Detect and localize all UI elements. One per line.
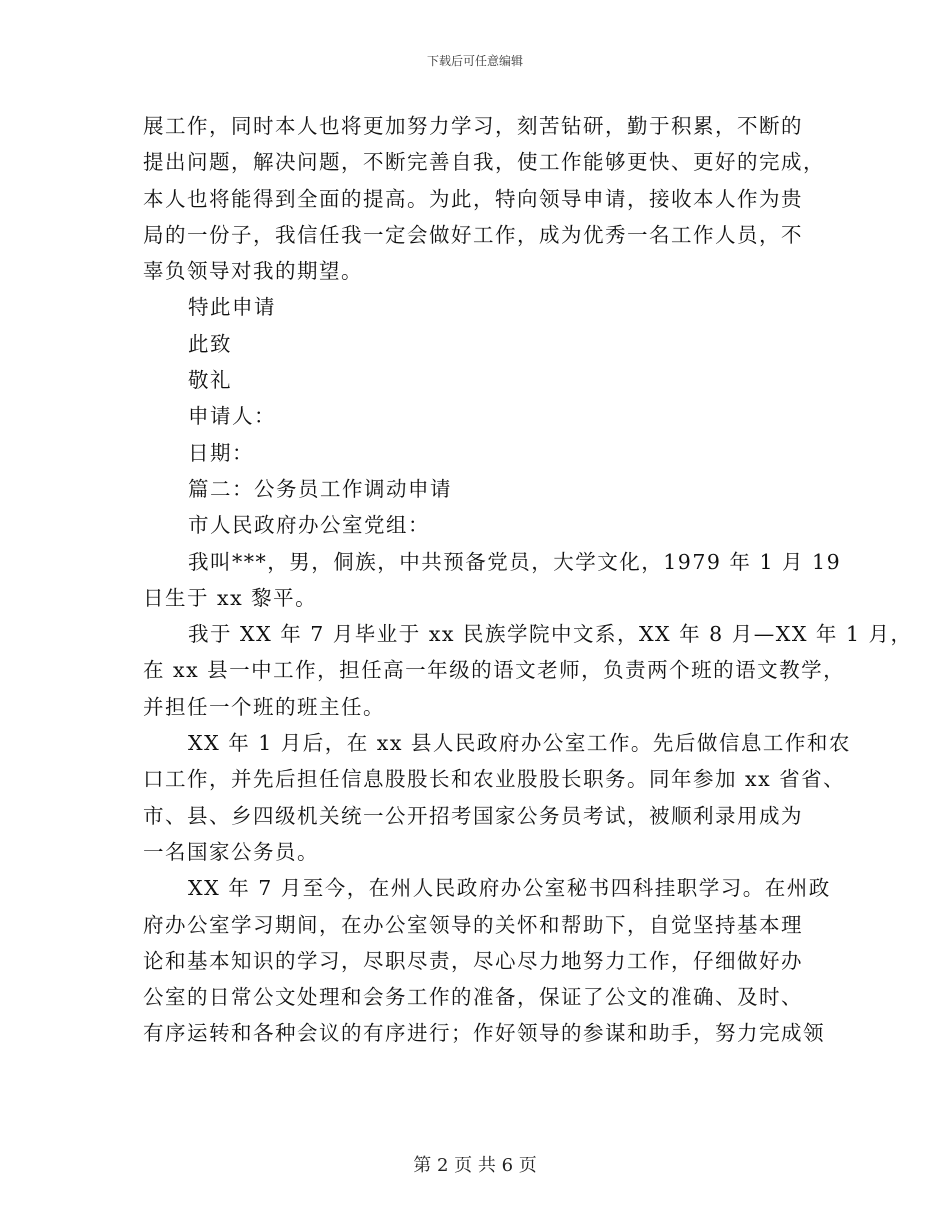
text-line: 并担任一个班的班主任。 [143,694,385,719]
text-line: 本人也将能得到全面的提高。为此，特向领导申请，接收本人作为贵 [143,186,803,211]
document-body [143,108,913,1052]
text-line: 提出问题，解决问题，不断完善自我，使工作能够更快、更好的完成， [143,150,825,175]
text-line: 日生于 xx 黎平。 [143,585,318,610]
text-line: 论和基本知识的学习，尽职尽责，尽心尽力地努力工作，仔细做好办 [143,948,803,973]
text-line: 特此申请 [188,295,276,320]
text-line: 口工作，并先后担任信息股股长和农业股股长职务。同年参加 xx 省省、 [143,767,846,792]
text-line: XX 年 1 月后，在 xx 县人民政府办公室工作。先后做信息工作和农 [188,731,851,756]
text-line: 展工作，同时本人也将更加努力学习，刻苦钻研，勤于积累，不断的 [143,114,803,138]
text-line: 篇二：公务员工作调动申请 [188,476,452,501]
text-line: 日期： [188,440,254,465]
text-line: 我叫***，男，侗族，中共预备党员，大学文化，1979 年 1 月 19 [188,549,842,574]
text-line: 局的一份子，我信任我一定会做好工作，成为优秀一名工作人员，不 [143,222,803,247]
text-line: 公室的日常公文处理和会务工作的准备，保证了公文的准确、及时、 [143,985,803,1010]
text-line: XX 年 7 月至今，在州人民政府办公室秘书四科挂职学习。在州政 [188,876,831,901]
text-line: 辜负领导对我的期望。 [143,259,363,284]
page-number: 第 2 页 共 6 页 [413,1155,537,1176]
text-line: 申请人： [188,404,276,429]
text-line: 府办公室学习期间，在办公室领导的关怀和帮助下，自觉坚持基本理 [143,912,803,937]
header-note: 下载后可任意编辑 [426,54,523,68]
text-line: 此致 [188,331,232,356]
page-footer [0,1154,950,1178]
text-line: 敬礼 [188,368,232,393]
text-line: 一名国家公务员。 [143,839,319,864]
text-line: 市、县、乡四级机关统一公开招考国家公务员考试，被顺利录用成为 [143,803,803,828]
text-line: 我于 XX 年 7 月毕业于 xx 民族学院中文系，XX 年 8 月—XX 年 1 月， [188,622,913,647]
page-header [0,53,950,69]
text-line: 在 xx 县一中工作，担任高一年级的语文老师，负责两个班的语文教学， [143,658,846,683]
text-line: 市人民政府办公室党组： [188,513,430,538]
text-line: 有序运转和各种会议的有序进行；作好领导的参谋和助手，努力完成领 [143,1021,825,1046]
